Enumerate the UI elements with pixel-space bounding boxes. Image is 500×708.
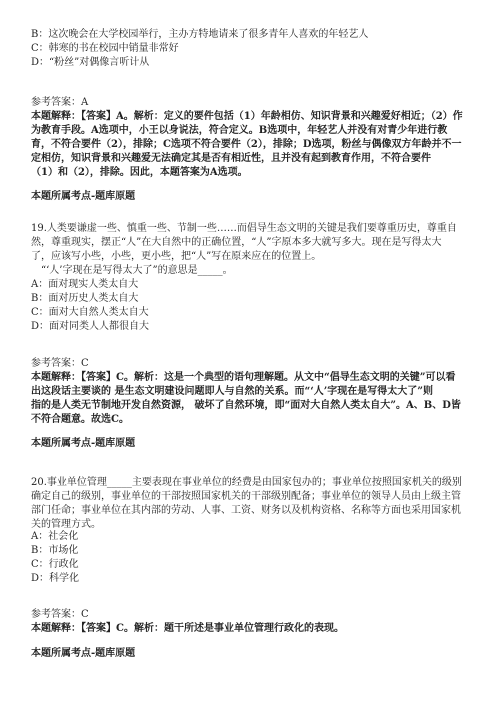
stem-line: “‘人’字现在是写得太大了”的意思是_____。 [41, 265, 233, 276]
option-c: C：行政化 [31, 559, 79, 570]
source-note: 本题所属考点-题库原题 [31, 648, 136, 659]
option-b: B：这次晚会在大学校园举行，主办方特地请来了很多青年人喜欢的年轻艺人 [31, 29, 369, 40]
option-d: D：科学化 [31, 573, 80, 584]
q19-stem [31, 222, 471, 278]
q20-options [31, 530, 471, 586]
option-b: B：市场化 [31, 545, 79, 556]
source-note: 本题所属考点-题库原题 [31, 191, 136, 202]
stem-line: 20.事业单位管理_____主要表现在事业单位的经费是由国家包办的；事业单位按照国家机关的级别 [31, 477, 462, 488]
q18-answer-block [31, 96, 471, 180]
explanation-line: 育，不符合要件（2），排除；C选项不符合要件（2），排除；D选项，粉丝与偶像双方年龄并不一 [31, 139, 462, 150]
option-a: A：面对现实人类太自大 [31, 279, 139, 290]
explanation-line: 本题解释：【答案】C。解析：这是一个典型的语句理解题。从文中“倡导生态文明的关键”可以看 [31, 372, 456, 383]
q19-options [31, 278, 471, 334]
explanation-line: （1）和（2），排除。因此，本题答案为A选项。 [31, 167, 248, 178]
explanation-line: 指的是人类无节制地开发自然资源， 破坏了自然环境，即“面对大自然人类太自大”。A、B、D皆 [31, 400, 461, 411]
stem-line: 部门任命；事业单位在其内部的劳动、人事、工资、财务以及机构资格、名称等方面也采用国家机 [31, 505, 461, 516]
reference-answer: 参考答案：C [31, 358, 89, 369]
option-a: A：社会化 [31, 531, 79, 542]
option-b: B：面对历史人类太自大 [31, 293, 139, 304]
stem-line: 19.人类要谦虚一些、慎重一些、节制一些……而倡导生态文明的关键是我们要尊重历史，尊重自 [31, 223, 457, 234]
explanation-line: 定相仿，知识背景和兴趣爱无法确定其是否有相近性，且并没有起到教育作用，不符合要件 [31, 153, 431, 164]
q19-answer-block [31, 357, 471, 427]
option-c: C：面对大自然人类太自大 [31, 307, 149, 318]
explanation-line: 本题解释：【答案】A。解析：定义的要件包括（1）年龄相仿、知识背景和兴趣爱好相近；（2）作 [31, 111, 463, 122]
option-c: C：韩寒的书在校园中销量非常好 [31, 43, 179, 54]
q20-answer-block [31, 608, 471, 636]
reference-answer: 参考答案：C [31, 609, 89, 620]
explanation-line: 本题解释：【答案】C。解析：题干所述是事业单位管理行政化的表现。 [31, 623, 344, 634]
stem-line: 了，应该写小些，小些，更小些，把“人”写在原来应在的位置上。 [31, 251, 322, 262]
stem-line: 关的管理方式。 [31, 519, 101, 530]
explanation-line: 为教育手段。A选项中，小王以身说法，符合定义。B选项中，年轻艺人并没有对青少年进行教 [31, 125, 448, 136]
option-d: D：面对同类人人都很自大 [31, 321, 150, 332]
q18-options [31, 28, 471, 70]
explanation-line: 不符合题意。故选C。 [31, 414, 129, 425]
source-note: 本题所属考点-题库原题 [31, 438, 136, 449]
explanation-line: 出这段话主要谈的 是生态文明建设问题即人与自然的关系。而“‘人’字现在是写得太大了”则 [31, 386, 433, 397]
option-d: D：“粉丝”对偶像言听计从 [31, 57, 150, 68]
stem-line: 确定自己的级别，事业单位的干部按照国家机关的干部级别配备；事业单位的领导人员由上级主管 [31, 491, 461, 502]
q20-stem [31, 476, 471, 532]
stem-line: 然，尊重现实，摆正“人”在大自然中的正确位置，“人”字原本多大就写多大。现在是写得太大 [31, 237, 442, 248]
reference-answer: 参考答案：A [31, 97, 89, 108]
